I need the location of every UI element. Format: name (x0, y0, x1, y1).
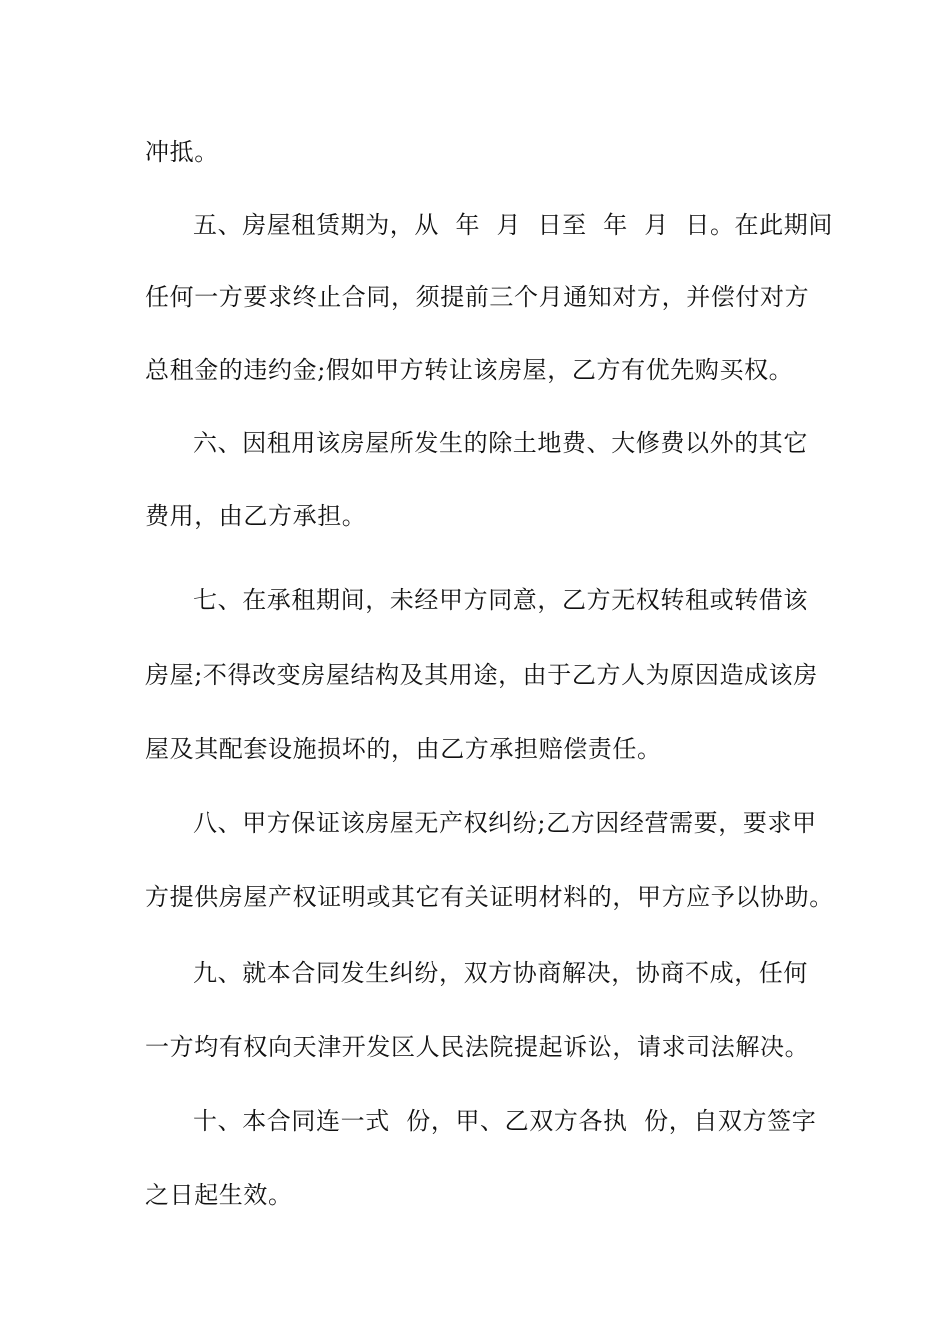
clause-7-line-3: 屋及其配套设施损坏的，由乙方承担赔偿责任。 (145, 735, 662, 763)
paragraph-line: 冲抵。 (145, 138, 219, 166)
clause-6-line-1: 六、因租用该房屋所发生的除土地费、大修费以外的其它 (193, 429, 808, 457)
clause-10-line-2: 之日起生效。 (145, 1181, 293, 1209)
clause-5-line-2: 任何一方要求终止合同，须提前三个月通知对方，并偿付对方 (145, 283, 810, 311)
clause-7-line-2: 房屋;不得改变房屋结构及其用途，由于乙方人为原因造成该房 (145, 661, 818, 689)
clause-8-line-1: 八、甲方保证该房屋无产权纠纷;乙方因经营需要，要求甲 (193, 809, 817, 837)
clause-9-line-2: 一方均有权向天津开发区人民法院提起诉讼，请求司法解决。 (145, 1033, 810, 1061)
clause-5-line-3: 总租金的违约金;假如甲方转让该房屋，乙方有优先购买权。 (145, 356, 794, 384)
clause-6-line-2: 费用，由乙方承担。 (145, 502, 367, 530)
clause-8-line-2: 方提供房屋产权证明或其它有关证明材料的，甲方应予以协助。 (145, 883, 834, 911)
clause-9-line-1: 九、就本合同发生纠纷，双方协商解决，协商不成，任何 (193, 959, 808, 987)
clause-7-line-1: 七、在承租期间，未经甲方同意，乙方无权转租或转借该 (193, 586, 808, 614)
clause-5-line-1: 五、房屋租赁期为，从 年 月 日至 年 月 日。在此期间 (193, 211, 833, 239)
clause-10-line-1: 十、本合同连一式 份，甲、乙双方各执 份，自双方签字 (193, 1107, 817, 1135)
